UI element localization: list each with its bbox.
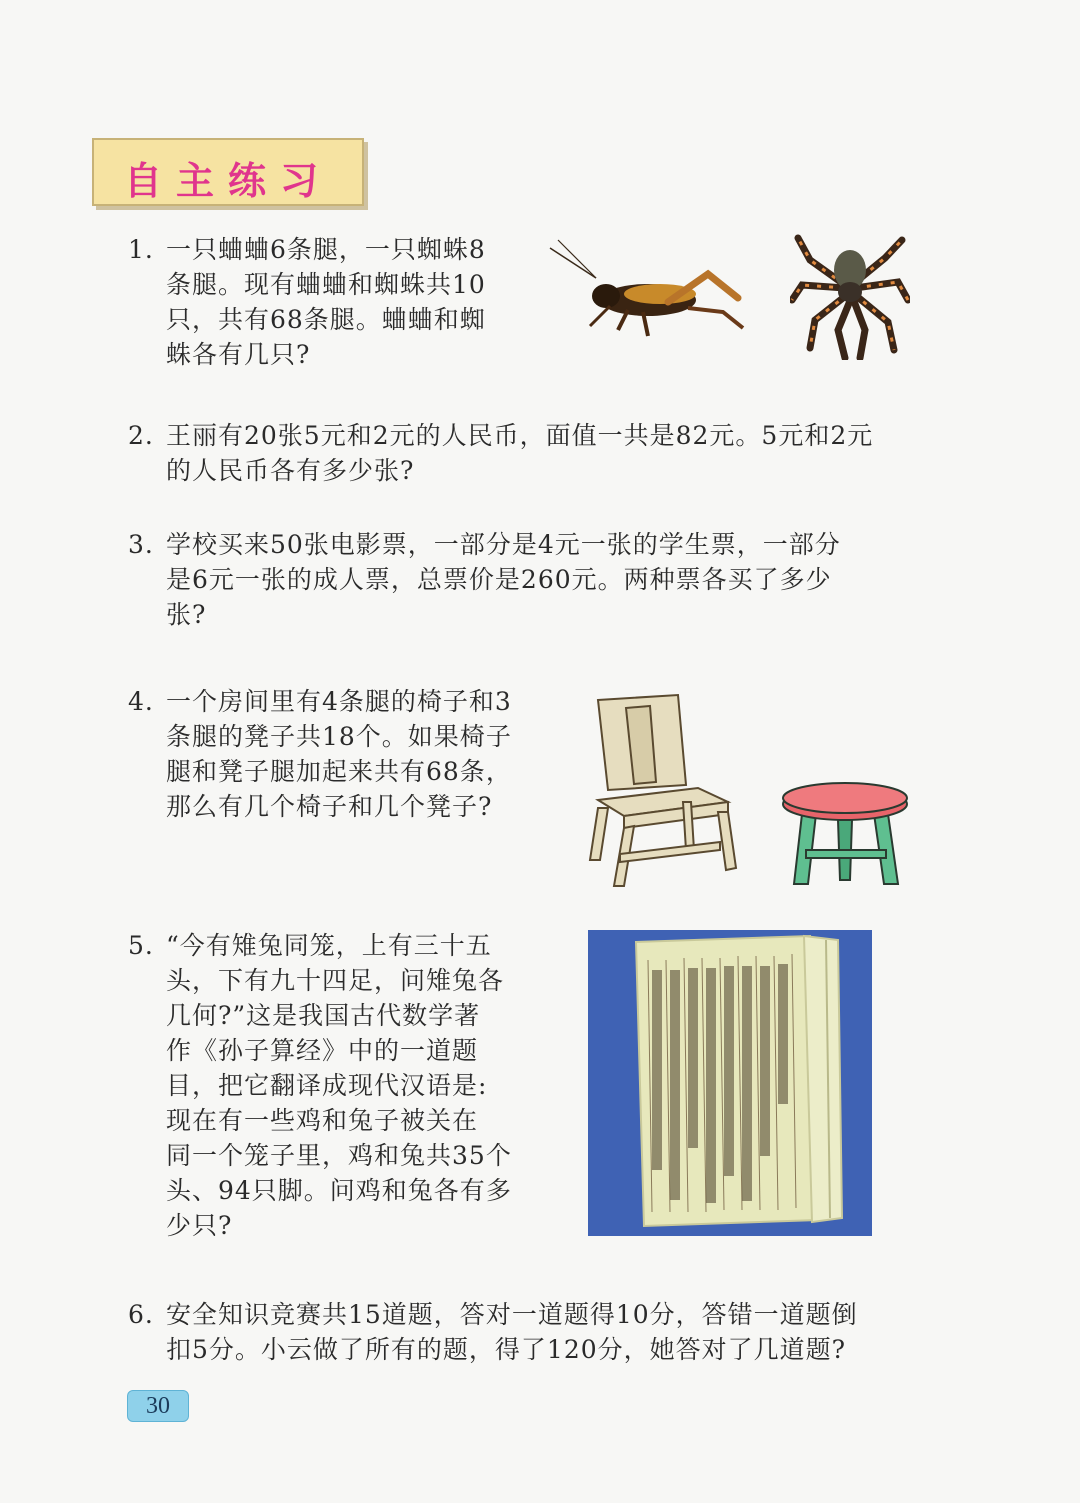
question-line: 张?	[166, 600, 207, 629]
page-number: 30	[127, 1390, 189, 1422]
question-line: 安全知识竞赛共15道题，答对一道题得10分，答错一道题倒	[166, 1300, 858, 1329]
question-line: 同一个笼子里，鸡和兔共35个	[166, 1141, 512, 1170]
question-number: 4.	[128, 687, 154, 716]
question-line: 条腿的凳子共18个。如果椅子	[166, 722, 512, 751]
question-line: 现在有一些鸡和兔子被关在	[166, 1106, 479, 1135]
question-line: 目，把它翻译成现代汉语是:	[166, 1071, 488, 1100]
question-line: 一只蛐蛐6条腿，一只蜘蛛8	[166, 235, 486, 264]
question-line: 王丽有20张5元和2元的人民币，面值一共是82元。5元和2元	[166, 421, 874, 450]
question-line: 少只?	[166, 1211, 233, 1240]
question-number: 6.	[128, 1300, 154, 1329]
question-line: 作《孙子算经》中的一道题	[166, 1036, 479, 1065]
stool-image	[780, 780, 910, 890]
question-line: 条腿。现有蛐蛐和蜘蛛共10	[166, 270, 486, 299]
question-line: 腿和凳子腿加起来共有68条，	[166, 757, 512, 786]
ancient-book-image	[588, 930, 872, 1236]
question-number: 1.	[128, 235, 154, 264]
question-line: 一个房间里有4条腿的椅子和3	[166, 687, 512, 716]
spider-image	[790, 230, 910, 360]
section-title: 自主练习	[123, 159, 332, 203]
question-line: 只，共有68条腿。蛐蛐和蜘	[166, 305, 486, 334]
question-line: 是6元一张的成人票，总票价是260元。两种票各买了多少	[166, 565, 832, 594]
section-title-box	[92, 138, 364, 206]
question-line: 学校买来50张电影票，一部分是4元一张的学生票，一部分	[166, 530, 841, 559]
question-line: 扣5分。小云做了所有的题，得了120分，她答对了几道题?	[166, 1335, 847, 1364]
question-line: 头，下有九十四足，问雉兔各	[166, 966, 505, 995]
question-line: 头、94只脚。问鸡和兔各有多	[166, 1176, 512, 1205]
question-line: 蛛各有几只?	[166, 340, 311, 369]
question-number: 5.	[128, 931, 154, 960]
chair-image	[578, 690, 743, 890]
cricket-image	[548, 238, 748, 348]
question-number: 3.	[128, 530, 154, 559]
question-line: 那么有几个椅子和几个凳子?	[166, 792, 493, 821]
question-number: 2.	[128, 421, 154, 450]
question-line: 几何?”这是我国古代数学著	[166, 1001, 481, 1030]
question-line: “今有雉兔同笼，上有三十五	[166, 931, 492, 960]
question-line: 的人民币各有多少张?	[166, 456, 415, 485]
